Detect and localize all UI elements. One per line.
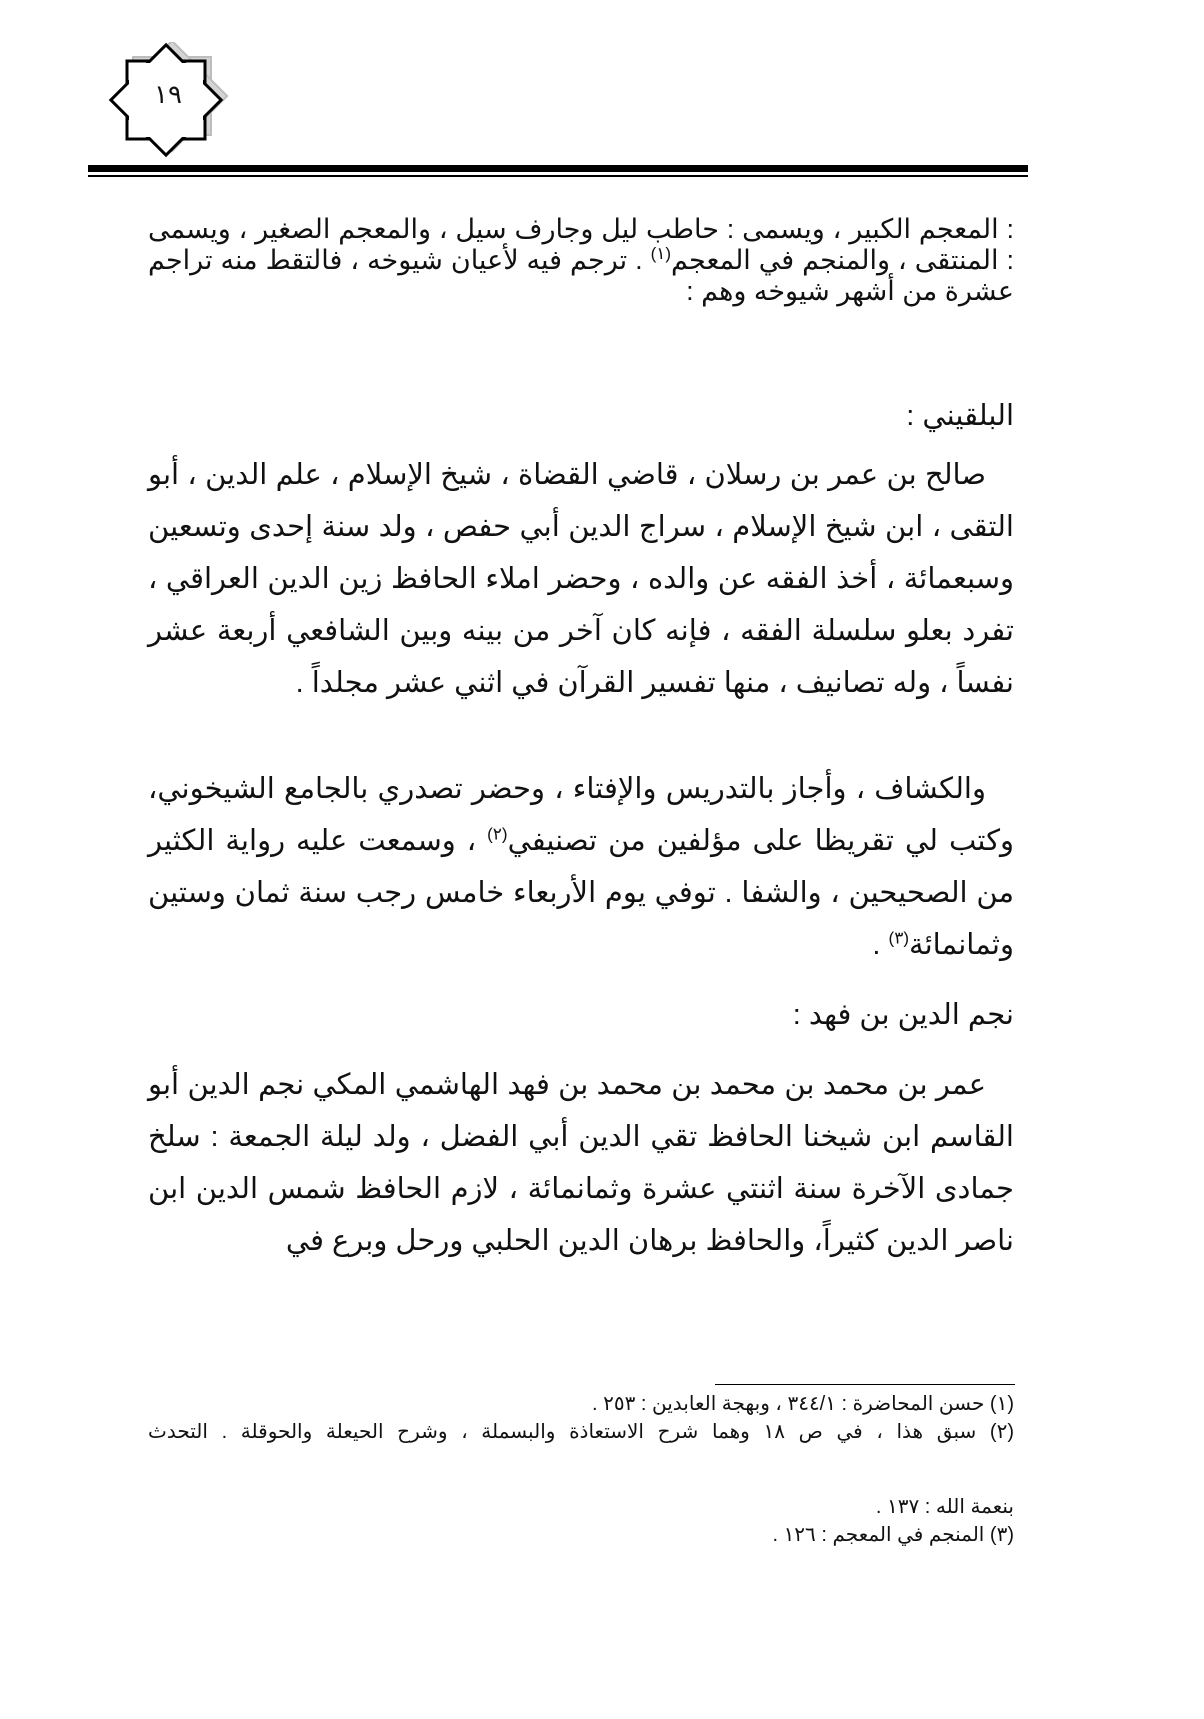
- footnote-1: (١) حسن المحاضرة : ٣٤٤/١ ، وبهجة العابدين : ٢٥٣ .: [591, 1393, 1014, 1415]
- footnote-3: (٣) المنجم في المعجم : ١٢٦ .: [772, 1524, 1014, 1546]
- intro-text-after: . ترجم فيه لأعيان شيوخه ، فالتقط منه تراجم عشرة من أشهر شيوخه وهم :: [148, 245, 1014, 306]
- section-heading-ibn-fahd: نجم الدين بن فهد :: [792, 999, 1014, 1031]
- footnote-ref-1[interactable]: (١): [650, 244, 672, 263]
- footnote-ref-3[interactable]: (٣): [888, 928, 910, 948]
- footnote-2: (٢) سبق هذا ، في ص ١٨ وهما شرح الاستعاذة والبسملة ، وشرح الحيعلة والحوقلة . التحدث: [148, 1421, 1014, 1443]
- footnote-ref-2[interactable]: (٢): [487, 824, 508, 844]
- footnote-2-continued: بنعمة الله : ١٣٧ .: [875, 1496, 1014, 1518]
- section-heading-bulqini: البلقيني :: [906, 400, 1014, 432]
- bulqini-par2-text-a: والكشاف ، وأجاز بالتدريس والإفتاء ، وحضر تصدري بالجامع الشيخوني، وكتب لي تقريظا على مؤلفين من تصنيفي: [148, 773, 1014, 857]
- bulqini-paragraph-1: صالح بن عمر بن رسلان ، قاضي القضاة ، شيخ الإسلام ، علم الدين ، أبو التقى ، ابن شيخ الإسلام ، سراج الدين أبي حفص ، ولد سنة إحدى وتسعين وسبعمائة ، أخذ الفقه عن والده ، وحضر املاء الحافظ زين الدين العراقي ، تفرد بعلو سلسلة الفقه ، فإنه كان آخر من بينه وبين الشافعي أربعة عشر نفساً ، وله تصانيف ، منها تفسير القرآن في اثني عشر مجلداً .: [148, 459, 1014, 699]
- ibn-fahd-paragraph-1: عمر بن محمد بن محمد بن محمد بن فهد الهاشمي المكي نجم الدين أبو القاسم ابن شيخنا الحافظ تقي الدين أبي الفضل ، ولد ليلة الجمعة : سلخ جمادى الآخرة سنة اثنتي عشرة وثمانمائة ، لازم الحافظ شمس الدين ابن ناصر الدين كثيراً، والحافظ برهان الدين الحلبي ورحل وبرع في: [148, 1069, 1014, 1257]
- intro-text: : المعجم الكبير ، ويسمى : حاطب ليل وجارف سيل ، والمعجم الصغير ، ويسمى : المنتقى ، والمنجم في المعجم: [148, 214, 1014, 275]
- intro-paragraph: [148, 214, 1014, 307]
- footnote-separator: [715, 1384, 1015, 1385]
- page-number-badge: [103, 42, 233, 158]
- bulqini-paragraph-2: [148, 763, 1014, 971]
- bulqini-par2-text-b: ، وسمعت عليه رواية الكثير من الصحيحين ، والشفا . توفي يوم الأربعاء خامس رجب سنة ثمان وستين وثمانمائة: [148, 825, 1014, 961]
- header-rule-thin: [88, 175, 1028, 177]
- page-number: ١٩: [154, 80, 182, 110]
- bulqini-par2-text-c: .: [872, 929, 889, 961]
- header-rule-thick: [88, 165, 1028, 172]
